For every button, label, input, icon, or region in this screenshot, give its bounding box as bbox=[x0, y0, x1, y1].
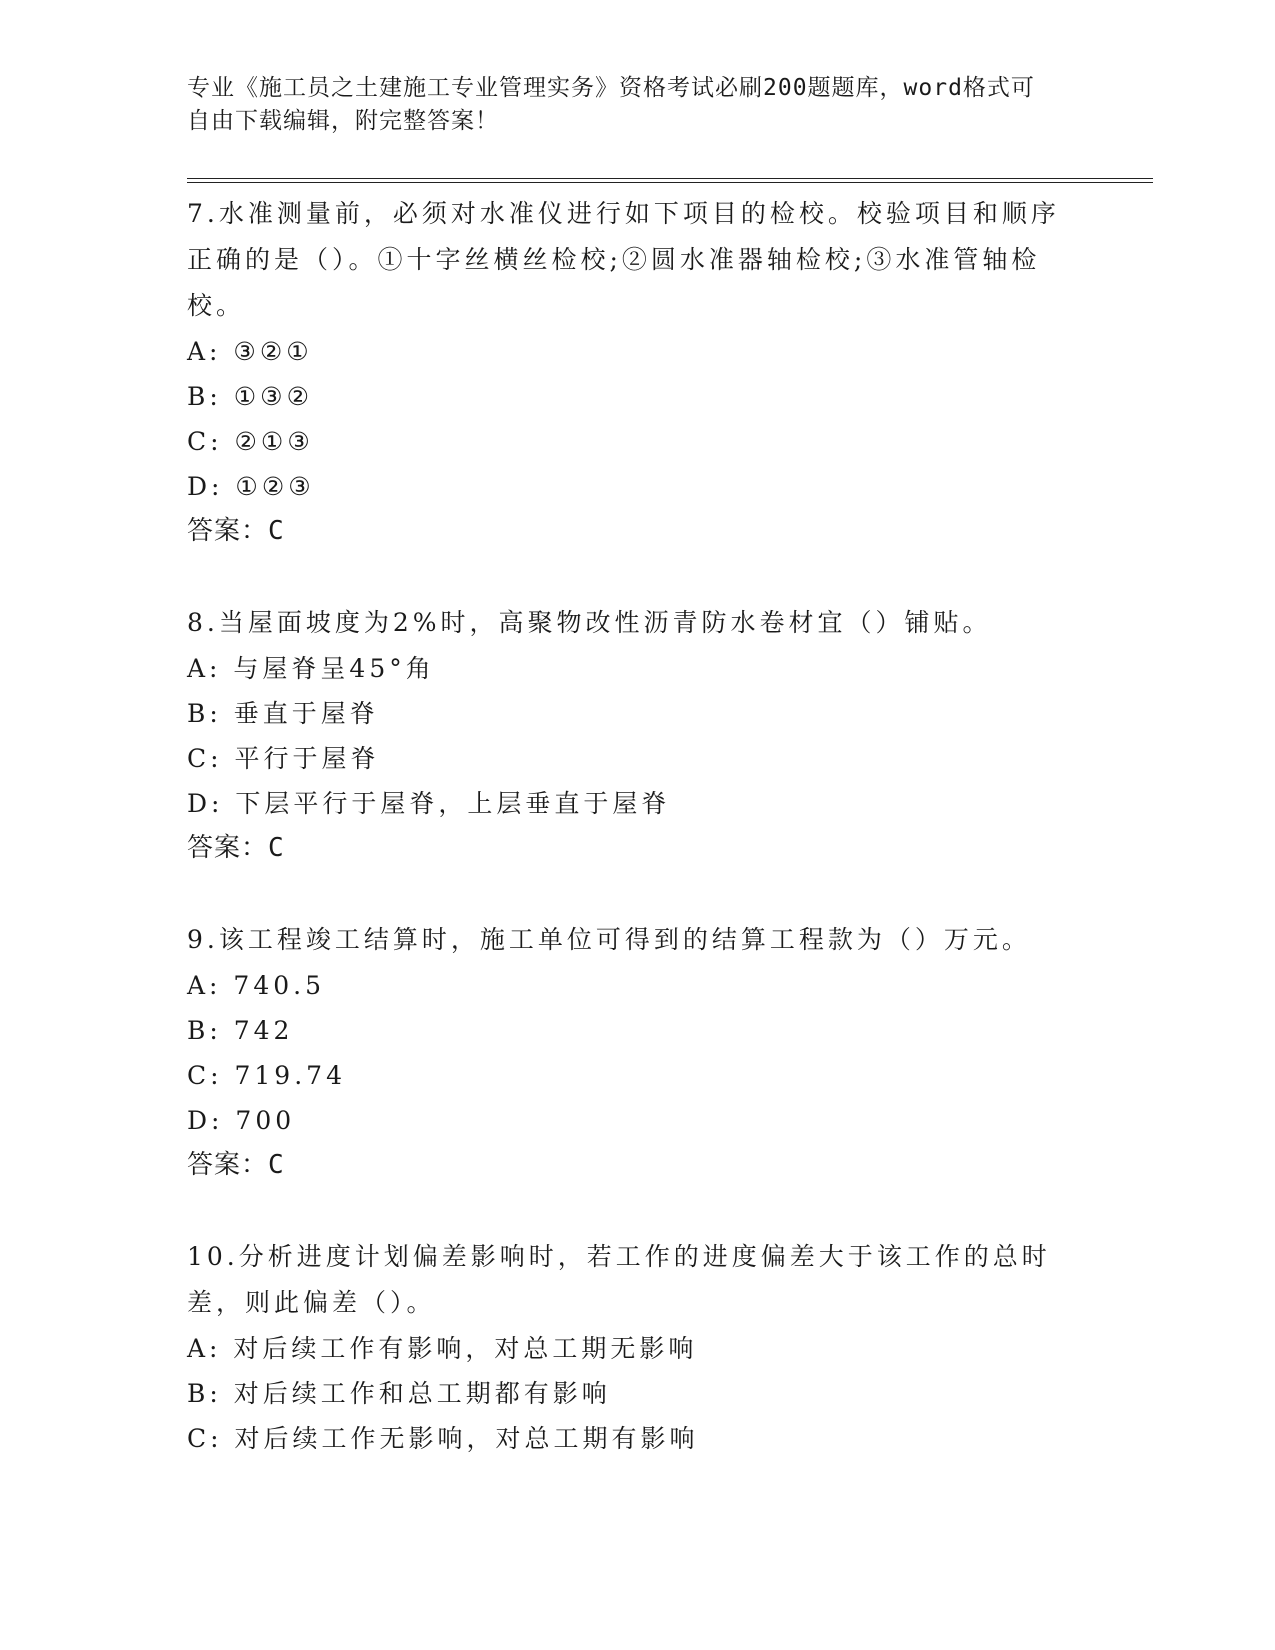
option-a: A: ③②① bbox=[187, 337, 313, 366]
header-line-1: 专业《施工员之土建施工专业管理实务》资格考试必刷200题题库，word格式可 bbox=[187, 75, 1035, 101]
question-8 bbox=[187, 600, 1147, 871]
header-divider bbox=[187, 178, 1153, 183]
option-a: A: 740.5 bbox=[187, 971, 325, 1000]
option-c: C: ②①③ bbox=[187, 427, 314, 456]
option-a: A: 对后续工作有影响，对总工期无影响 bbox=[187, 1334, 698, 1363]
option-b: B: 742 bbox=[187, 1016, 294, 1045]
spacer bbox=[187, 554, 1147, 600]
document-page bbox=[187, 72, 1147, 1461]
option-b: B: ①③② bbox=[187, 382, 313, 411]
question-10 bbox=[187, 1234, 1147, 1461]
option-a: A: 与屋脊呈45°角 bbox=[187, 654, 435, 683]
header-line-2: 自由下载编辑，附完整答案！ bbox=[187, 108, 499, 134]
question-9 bbox=[187, 917, 1147, 1188]
option-d: D: ①②③ bbox=[187, 472, 315, 501]
question-7 bbox=[187, 191, 1147, 554]
answer: 答案：C bbox=[187, 833, 285, 863]
option-d: D: 下层平行于屋脊，上层垂直于屋脊 bbox=[187, 789, 671, 818]
spacer bbox=[187, 1188, 1147, 1234]
spacer bbox=[187, 871, 1147, 917]
question-stem: 7.水准测量前，必须对水准仪进行如下项目的检校。校验项目和顺序正确的是（）。①十字丝横丝检校;②圆水准器轴检校;③水准管轴检校。 bbox=[187, 199, 1060, 320]
question-stem: 8.当屋面坡度为2%时，高聚物改性沥青防水卷材宜（）铺贴。 bbox=[187, 608, 992, 637]
option-c: C: 平行于屋脊 bbox=[187, 744, 380, 773]
document-header bbox=[187, 72, 1067, 138]
option-b: B: 垂直于屋脊 bbox=[187, 699, 379, 728]
option-d: D: 700 bbox=[187, 1106, 296, 1135]
answer: 答案：C bbox=[187, 1150, 285, 1180]
answer: 答案：C bbox=[187, 516, 285, 546]
option-b: B: 对后续工作和总工期都有影响 bbox=[187, 1379, 611, 1408]
question-stem: 9.该工程竣工结算时，施工单位可得到的结算工程款为（）万元。 bbox=[187, 925, 1031, 954]
question-stem: 10.分析进度计划偏差影响时，若工作的进度偏差大于该工作的总时差，则此偏差（）。 bbox=[187, 1242, 1051, 1317]
option-c: C: 对后续工作无影响，对总工期有影响 bbox=[187, 1424, 699, 1453]
option-c: C: 719.74 bbox=[187, 1061, 346, 1090]
